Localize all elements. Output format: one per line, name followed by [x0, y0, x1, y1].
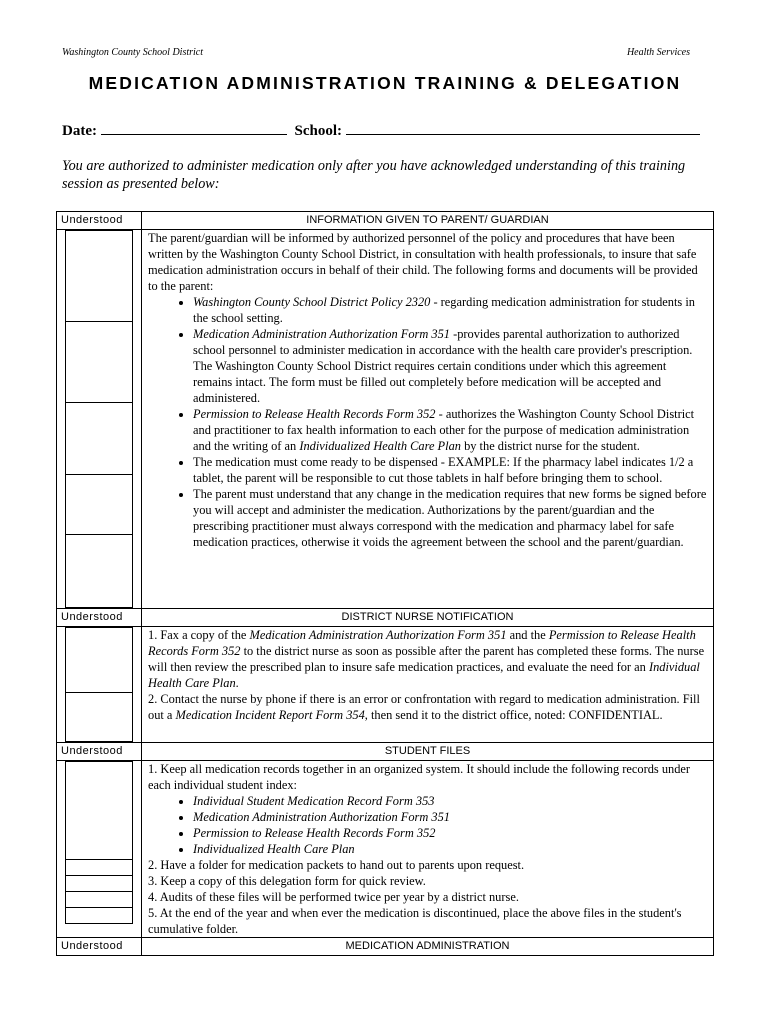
list-item: • Permission to Release Health Records Form 352 [193, 825, 707, 841]
understood-checkbox[interactable] [65, 627, 133, 693]
section-content [142, 212, 714, 609]
understood-checkbox[interactable] [65, 322, 133, 403]
checkbox-group [57, 761, 141, 924]
section-student-files [57, 743, 714, 938]
section-paragraph: 2. Contact the nurse by phone if there is an error or confrontation with regard to medication administration. Fill out a Medication Incident Report Form 354, then send it to the district office, noted: CONFIDENTIAL. [148, 692, 700, 722]
understood-label: Understood [57, 609, 141, 627]
section-paragraph: 1. Keep all medication records together in an organized system. It should include the following records under each individual student index: [148, 762, 691, 792]
section-paragraph: 1. Fax a copy of the Medication Administration Authorization Form 351 and the Permission to Release Health Records Form 352 to the district nurse as soon as possible after the parent has completed these forms. The nurse will then review the prescribed plan to insure safe medication practices, and evaluate the need for an Individual Health Care Plan. [148, 628, 705, 690]
list-item: • Individualized Health Care Plan [193, 841, 707, 857]
understood-checkbox[interactable] [65, 230, 133, 322]
section-heading: DISTRICT NURSE NOTIFICATION [142, 609, 713, 627]
section-content [142, 938, 714, 956]
understood-checkbox[interactable] [65, 908, 133, 924]
date-label: Date: [62, 123, 97, 139]
understood-checkbox[interactable] [65, 860, 133, 876]
training-table [56, 211, 714, 956]
header-department: Health Services [626, 47, 690, 58]
understood-checkbox[interactable] [65, 876, 133, 892]
page-title: MEDICATION ADMINISTRATION TRAINING & DELEGATION [88, 73, 682, 93]
section-heading: STUDENT FILES [142, 743, 713, 761]
understood-column [57, 609, 142, 743]
understood-checkbox[interactable] [65, 761, 133, 860]
records-list [148, 793, 707, 857]
understood-column [57, 743, 142, 938]
checkbox-group [57, 230, 141, 608]
list-item: • Permission to Release Health Records Form 352 - authorizes the Washington County School District and practitioner to fax health information to each other for the purpose of medication administration and the writing of an Individualized Health Care Plan by the district nurse for the student. [193, 406, 707, 454]
section-paragraph: 5. At the end of the year and when ever the medication is discontinued, place the above files in the student's cumulative folder. [148, 906, 682, 936]
header-district: Washington County School District [62, 47, 204, 58]
section-heading: MEDICATION ADMINISTRATION [345, 940, 510, 952]
understood-label: Understood [61, 940, 123, 952]
section-nurse-notification [57, 609, 714, 743]
section-medication-administration [57, 938, 714, 956]
understood-column [57, 212, 142, 609]
section-content [142, 609, 714, 743]
date-field[interactable] [101, 120, 287, 135]
list-item: • The parent must understand that any change in the medication requires that new forms be signed before you will accept and administer the medication. Authorizations by the parent/guardian and the prescribing practitioner must always correspond with the medication and pharmacy label for safe medication practices, otherwise it voids the agreement between the school and the parent/guardian. [193, 486, 707, 550]
section-paragraph: The parent/guardian will be informed by authorized personnel of the policy and procedures that have been written by the Washington County School District, in consultation with health professionals, to insure that safe medication administration occurs in behalf of their child. The following forms and documents will be provided to the parent: [148, 231, 698, 293]
section-paragraph: 2. Have a folder for medication packets to hand out to parents upon request. [148, 858, 525, 872]
forms-list [148, 294, 707, 550]
understood-checkbox[interactable] [65, 475, 133, 535]
understood-checkbox[interactable] [65, 403, 133, 475]
list-item: • Medication Administration Authorization Form 351 [193, 809, 707, 825]
section-parent-info [57, 212, 714, 609]
understood-label: Understood [57, 743, 141, 761]
school-field[interactable] [346, 120, 700, 135]
school-label: School: [294, 123, 342, 139]
list-item: • The medication must come ready to be dispensed - EXAMPLE: If the pharmacy label indicates 1/2 a tablet, the parent will be responsible to cut those tablets in half before bringing them to school. [193, 454, 707, 486]
section-paragraph: 3. Keep a copy of this delegation form for quick review. [148, 874, 426, 888]
intro-text: You are authorized to administer medication only after you have acknowledged understanding of this training session as presented below: [62, 158, 686, 192]
understood-checkbox[interactable] [65, 535, 133, 608]
checkbox-group [57, 627, 141, 742]
list-item: • Individual Student Medication Record Form 353 [193, 793, 707, 809]
list-item: • Medication Administration Authorization Form 351 -provides parental authorization to authorized school personnel to administer medication in accordance with the health care provider's prescription. The Washington County School District requires certain conditions under which this agreement remains intact. The form must be filled out completely before medication will be accepted and administered. [193, 326, 707, 406]
list-item: • Washington County School District Policy 2320 - regarding medication administration for students in the school setting. [193, 294, 707, 326]
section-content [142, 743, 714, 938]
section-heading: INFORMATION GIVEN TO PARENT/ GUARDIAN [142, 212, 713, 230]
understood-checkbox[interactable] [65, 693, 133, 742]
date-school-line [62, 120, 700, 140]
understood-checkbox[interactable] [65, 892, 133, 908]
section-paragraph: 4. Audits of these files will be performed twice per year by a district nurse. [148, 890, 519, 904]
understood-column [57, 938, 142, 956]
understood-label: Understood [57, 212, 141, 230]
